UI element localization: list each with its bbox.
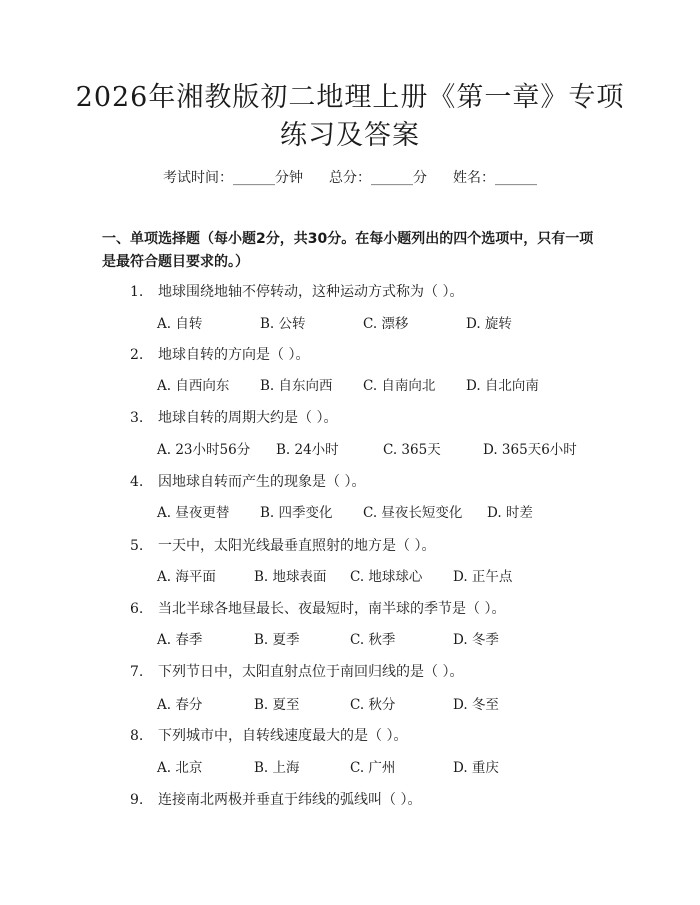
option-a: A. 自西向东 — [157, 378, 230, 394]
option-b: B. 四季变化 — [260, 505, 333, 521]
question-number: 4. — [130, 474, 144, 490]
question-number: 7. — [130, 664, 144, 680]
option-d: D. 自北向南 — [466, 378, 539, 394]
option-c: C. 自南向北 — [363, 378, 436, 394]
option-b: B. 自东向西 — [260, 378, 333, 394]
option-d: D. 时差 — [487, 505, 533, 521]
question-5 — [130, 536, 435, 556]
question-text: 因地球自转而产生的现象是（ ）。 — [158, 474, 366, 490]
option-a: A. 昼夜更替 — [157, 505, 230, 521]
option-c: C. 广州 — [350, 760, 396, 776]
option-d: D. 冬季 — [453, 632, 499, 648]
exam-name: 姓名：______ — [453, 170, 537, 186]
option-a: A. 春分 — [157, 697, 203, 713]
question-1 — [130, 282, 463, 302]
question-number: 9. — [130, 792, 144, 808]
question-text: 下列节日中，太阳直射点位于南回归线的是（ ）。 — [158, 664, 464, 680]
question-text: 地球自转的方向是（ ）。 — [158, 347, 310, 363]
option-d: D. 正午点 — [453, 569, 513, 585]
question-6 — [130, 599, 505, 619]
option-d: D. 旋转 — [466, 316, 512, 332]
question-4 — [130, 472, 365, 492]
question-7 — [130, 662, 463, 682]
question-2 — [130, 345, 309, 365]
option-c: C. 地球球心 — [350, 569, 423, 585]
page-title-line1: 2026年湘教版初二地理上册《第一章》专项 — [75, 82, 625, 113]
option-c: C. 365天 — [383, 442, 441, 458]
option-b: B. 夏季 — [254, 632, 300, 648]
section-heading: 一、单项选择题（每小题2分，共30分。在每小题列出的四个选项中，只有一项是最符合题目要求的。） — [102, 231, 594, 270]
question-number: 5. — [130, 538, 144, 554]
question-text: 一天中，太阳光线最垂直照射的地方是（ ）。 — [158, 538, 436, 554]
option-c: C. 秋季 — [350, 632, 396, 648]
question-number: 3. — [130, 410, 144, 426]
question-text: 地球围绕地轴不停转动，这种运动方式称为（ ）。 — [158, 284, 464, 300]
option-b: B. 地球表面 — [254, 569, 327, 585]
option-c: C. 漂移 — [363, 316, 409, 332]
question-9 — [130, 790, 421, 810]
option-d: D. 重庆 — [453, 760, 499, 776]
option-a: A. 北京 — [157, 760, 203, 776]
question-number: 2. — [130, 347, 144, 363]
exam-info — [0, 168, 700, 188]
option-b: B. 上海 — [254, 760, 300, 776]
option-d: D. 365天6小时 — [483, 442, 577, 458]
question-text: 下列城市中，自转线速度最大的是（ ）。 — [158, 728, 408, 744]
option-c: C. 秋分 — [350, 697, 396, 713]
question-text: 当北半球各地昼最长、夜最短时，南半球的季节是（ ）。 — [158, 601, 506, 617]
option-b: B. 公转 — [260, 316, 306, 332]
option-a: A. 春季 — [157, 632, 203, 648]
question-number: 6. — [130, 601, 144, 617]
question-text: 地球自转的周期大约是（ ）。 — [158, 410, 338, 426]
option-a: A. 自转 — [157, 316, 203, 332]
question-number: 8. — [130, 728, 144, 744]
exam-time: 考试时间：______分钟 — [163, 170, 303, 186]
option-a: A. 海平面 — [157, 569, 216, 585]
option-b: B. 夏至 — [254, 697, 300, 713]
option-b: B. 24小时 — [276, 442, 339, 458]
page-title-line2: 练习及答案 — [280, 120, 420, 151]
exam-score: 总分：______分 — [329, 170, 427, 186]
option-c: C. 昼夜长短变化 — [363, 505, 463, 521]
option-d: D. 冬至 — [453, 697, 499, 713]
option-a: A. 23小时56分 — [157, 442, 251, 458]
question-number: 1. — [130, 284, 144, 300]
question-text: 连接南北两极并垂直于纬线的弧线叫（ ）。 — [158, 792, 422, 808]
question-8 — [130, 726, 407, 746]
question-3 — [130, 408, 337, 428]
